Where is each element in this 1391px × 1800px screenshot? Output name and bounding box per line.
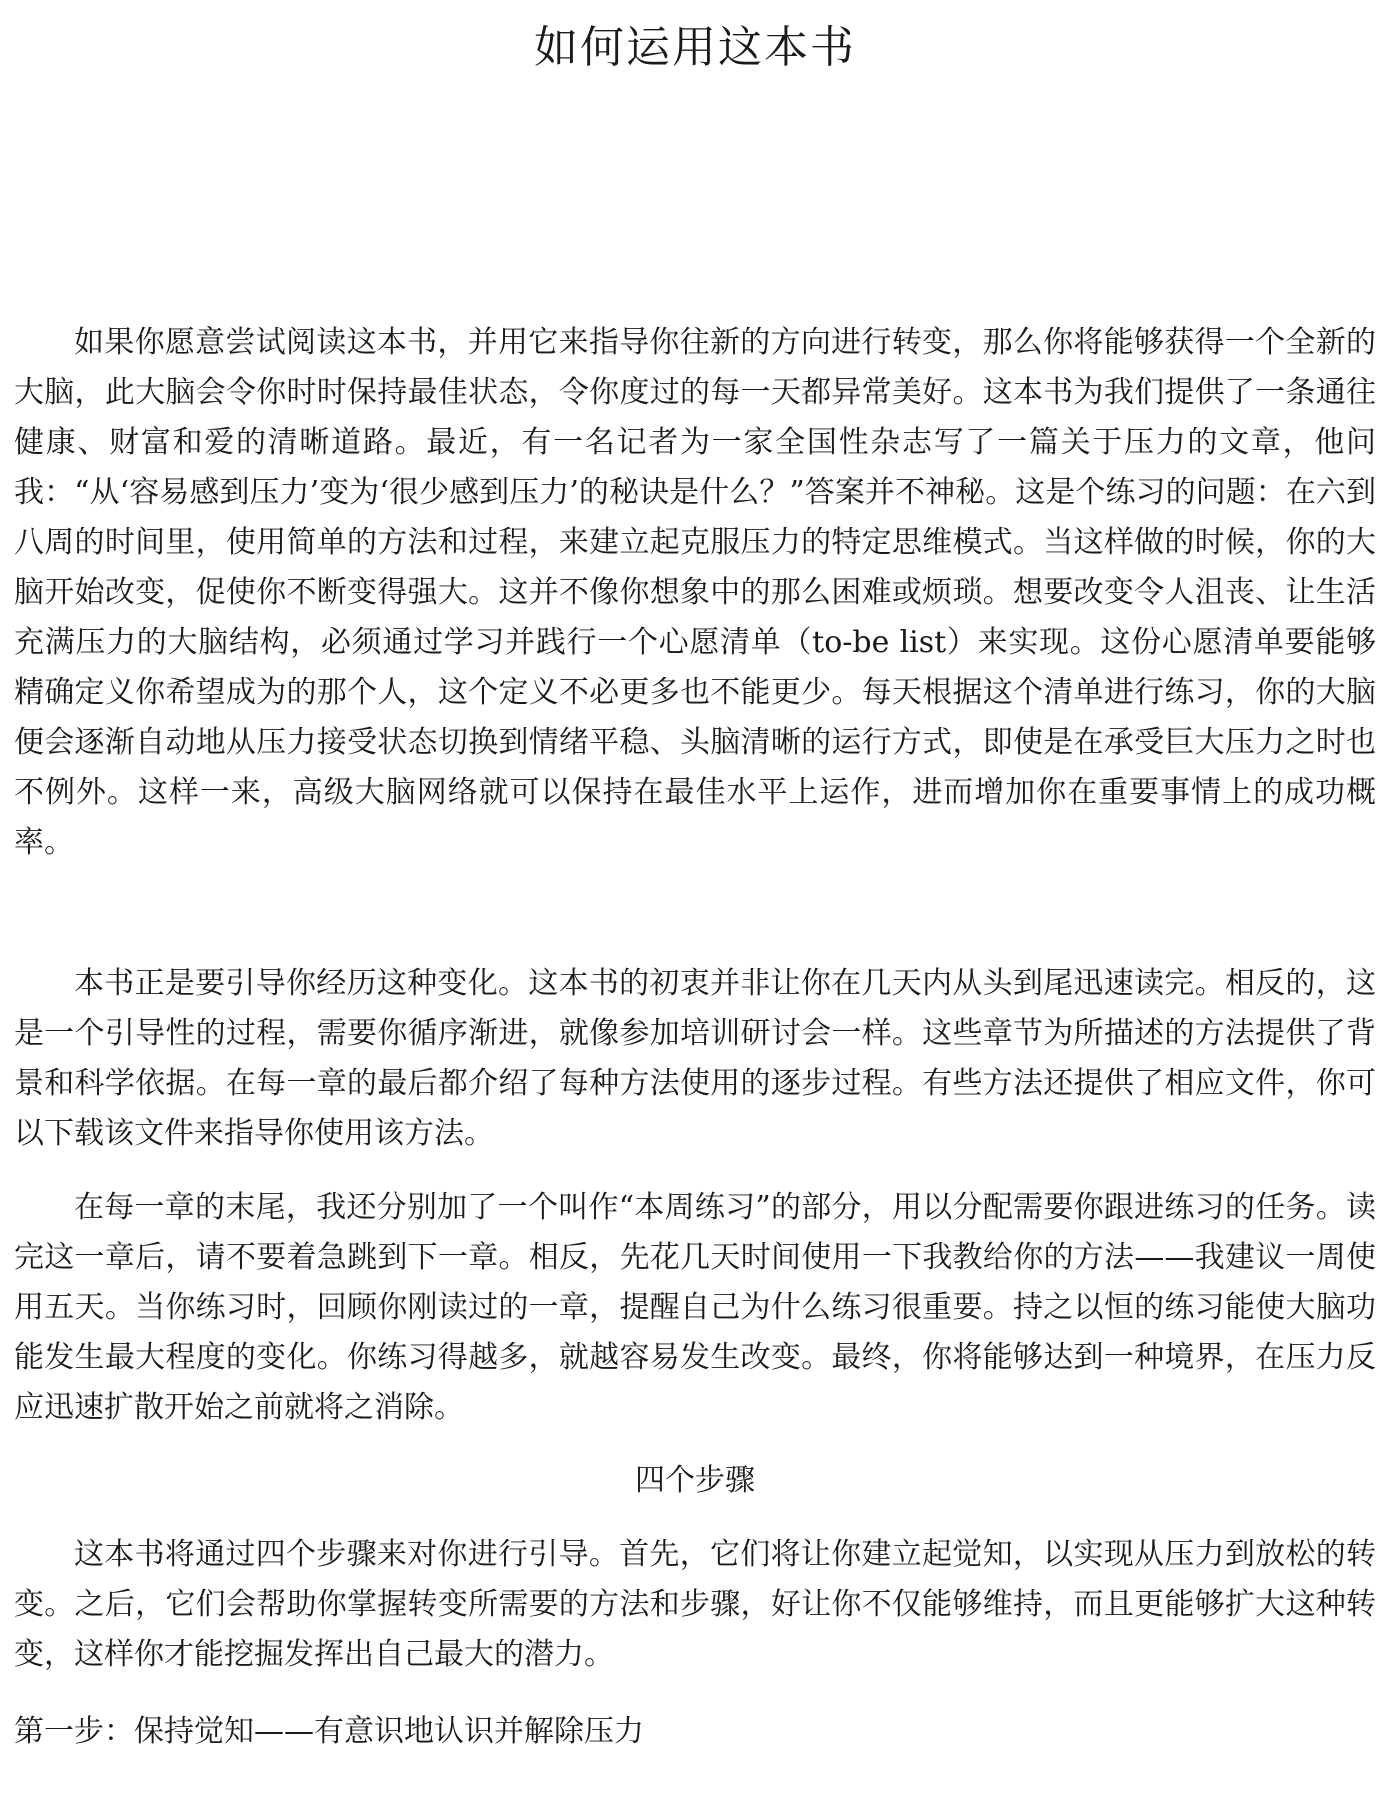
body-paragraph: 本书正是要引导你经历这种变化。这本书的初衷并非让你在几天内从头到尾迅速读完。相反的，这是一个引导性的过程，需要你循序渐进，就像参加培训研讨会一样。这些章节为所描述的方法提供了背景和科学依据。在每一章的最后都介绍了每种方法使用的逐步过程。有些方法还提供了相应文件，你可以下载该文件来指导你使用该方法。	[14, 966, 1376, 1151]
page-title: 如何运用这本书	[534, 22, 856, 73]
section-heading: 四个步骤	[635, 1463, 755, 1498]
document-page	[14, 0, 1376, 1800]
step-one-heading: 第一步：保持觉知——有意识地认识并解除压力	[14, 1714, 644, 1749]
body-paragraph: 如果你愿意尝试阅读这本书，并用它来指导你往新的方向进行转变，那么你将能够获得一个全新的大脑，此大脑会令你时时保持最佳状态，令你度过的每一天都异常美好。这本书为我们提供了一条通往健康、财富和爱的清晰道路。最近，有一名记者为一家全国性杂志写了一篇关于压力的文章，他问我：“从‘容易感到压力’变为‘很少感到压力’的秘诀是什么？”答案并不神秘。这是个练习的问题：在六到八周的时间里，使用简单的方法和过程，来建立起克服压力的特定思维模式。当这样做的时候，你的大脑开始改变，促使你不断变得强大。这并不像你想象中的那么困难或烦琐。想要改变令人沮丧、让生活充满压力的大脑结构，必须通过学习并践行一个心愿清单（to-be list）来实现。这份心愿清单要能够精确定义你希望成为的那个人，这个定义不必更多也不能更少。每天根据这个清单进行练习，你的大脑便会逐渐自动地从压力接受状态切换到情绪平稳、头脑清晰的运行方式，即使是在承受巨大压力之时也不例外。这样一来，高级大脑网络就可以保持在最佳水平上运作，进而增加你在重要事情上的成功概率。	[14, 325, 1376, 860]
section-paragraph: 这本书将通过四个步骤来对你进行引导。首先，它们将让你建立起觉知，以实现从压力到放松的转变。之后，它们会帮助你掌握转变所需要的方法和步骤，好让你不仅能够维持，而且更能够扩大这种转变，这样你才能挖掘发挥出自己最大的潜力。	[14, 1537, 1376, 1672]
body-paragraph: 在每一章的末尾，我还分别加了一个叫作“本周练习”的部分，用以分配需要你跟进练习的任务。读完这一章后，请不要着急跳到下一章。相反，先花几天时间使用一下我教给你的方法——我建议一周使用五天。当你练习时，回顾你刚读过的一章，提醒自己为什么练习很重要。持之以恒的练习能使大脑功能发生最大程度的变化。你练习得越多，就越容易发生改变。最终，你将能够达到一种境界，在压力反应迅速扩散开始之前就将之消除。	[14, 1190, 1376, 1425]
